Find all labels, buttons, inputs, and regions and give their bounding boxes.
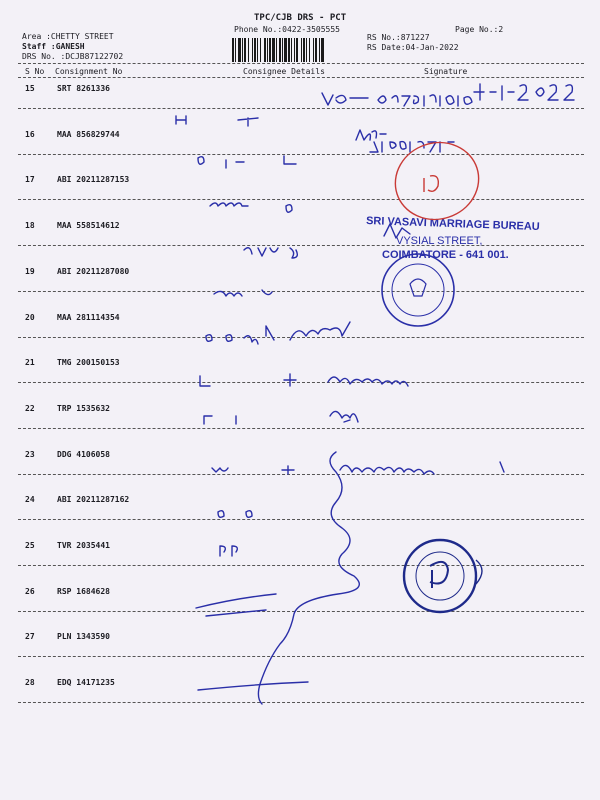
row-serial-number: 22 — [25, 403, 35, 413]
round-stamp-people-point — [404, 540, 482, 612]
area-label: Area :CHETTY STREET — [22, 32, 114, 41]
strike-line — [196, 594, 276, 608]
column-consignment: Consignment No — [55, 67, 123, 76]
row-consignment-number: DDG 4106058 — [57, 449, 110, 459]
column-sno: S No — [25, 67, 45, 76]
row-consignment-number: ABI 20211287153 — [57, 175, 130, 185]
consignee-scribble — [200, 374, 296, 386]
round-stamp-lamp — [382, 254, 454, 326]
signature-tamil — [328, 377, 408, 386]
row-serial-number: 15 — [25, 84, 35, 93]
row-consignment-number: ABI 20211287162 — [57, 495, 130, 505]
consignee-scribble — [212, 466, 294, 474]
rs-number: RS No.:871227 — [367, 33, 430, 42]
column-signature: Signature — [424, 67, 468, 76]
row-serial-number: 19 — [25, 266, 35, 276]
signature-tamil — [340, 462, 504, 474]
row-serial-number: 17 — [25, 175, 35, 185]
row-consignment-number: MAA 558514612 — [57, 221, 120, 231]
consignee-scribble — [176, 116, 258, 126]
stamp-address: VYSIAL STREET, — [396, 235, 483, 247]
document-title: TPC/CJB DRS - PCT — [254, 13, 347, 23]
row-serial-number: 24 — [25, 495, 35, 505]
bracket-mark — [258, 452, 359, 704]
phone-number: Phone No.:0422-3505555 — [234, 25, 340, 34]
drs-number: DRS No. :DCJB87122702 — [22, 52, 124, 61]
row-consignment-number: ABI 20211287080 — [57, 266, 130, 276]
row-consignment-number: TMG 200150153 — [57, 358, 120, 368]
stamp-city: COIMBATORE - 641 001. — [382, 249, 509, 261]
signature-scribble — [330, 411, 358, 422]
consignee-scribble — [198, 156, 296, 168]
signature-scribble — [322, 93, 368, 105]
handwritten-date — [474, 84, 574, 100]
row-consignment-number: RSP 1684628 — [57, 586, 110, 596]
row-serial-number: 23 — [25, 449, 35, 459]
consignee-scribble — [220, 546, 237, 556]
row-consignment-number: SRT 8261336 — [57, 84, 110, 93]
row-serial-number: 27 — [25, 632, 35, 642]
strike-line — [198, 682, 308, 690]
row-serial-number: 26 — [25, 586, 35, 596]
consignee-scribble — [206, 326, 274, 344]
consignee-scribble — [214, 290, 272, 296]
row-consignment-number: TVR 2035441 — [57, 541, 110, 550]
row-serial-number: 18 — [25, 221, 35, 231]
column-consignee-details: Consignee Details — [243, 67, 325, 76]
page-number: Page No.:2 — [455, 25, 504, 34]
consignee-scribble — [210, 203, 292, 212]
row-consignment-number: TRP 1535632 — [57, 403, 110, 413]
row-serial-number: 21 — [25, 358, 35, 368]
row-consignment-number: MAA 856829744 — [57, 129, 120, 139]
row-consignment-number: PLN 1343590 — [57, 632, 110, 642]
handwritten-phone — [378, 95, 472, 106]
rs-date: RS Date:04-Jan-2022 — [367, 43, 459, 52]
row-serial-number: 28 — [25, 678, 35, 688]
row-serial-number: 25 — [25, 541, 35, 550]
signature-scribble — [356, 130, 386, 140]
row-serial-number: 16 — [25, 129, 35, 139]
row-serial-number: 20 — [25, 312, 35, 322]
row-consignment-number: MAA 281114354 — [57, 312, 120, 322]
signature-scribble — [290, 322, 350, 340]
stamp-name: SRI VASAVI MARRIAGE BUREAU — [365, 214, 540, 234]
row-consignment-number: EDQ 14171235 — [57, 678, 115, 688]
strike-line — [206, 610, 266, 616]
signature-scribble — [384, 224, 410, 238]
consignee-scribble — [244, 248, 297, 258]
consignee-scribble — [204, 416, 236, 424]
staff-label: Staff :GANESH — [22, 42, 85, 51]
consignee-scribble — [218, 511, 252, 518]
